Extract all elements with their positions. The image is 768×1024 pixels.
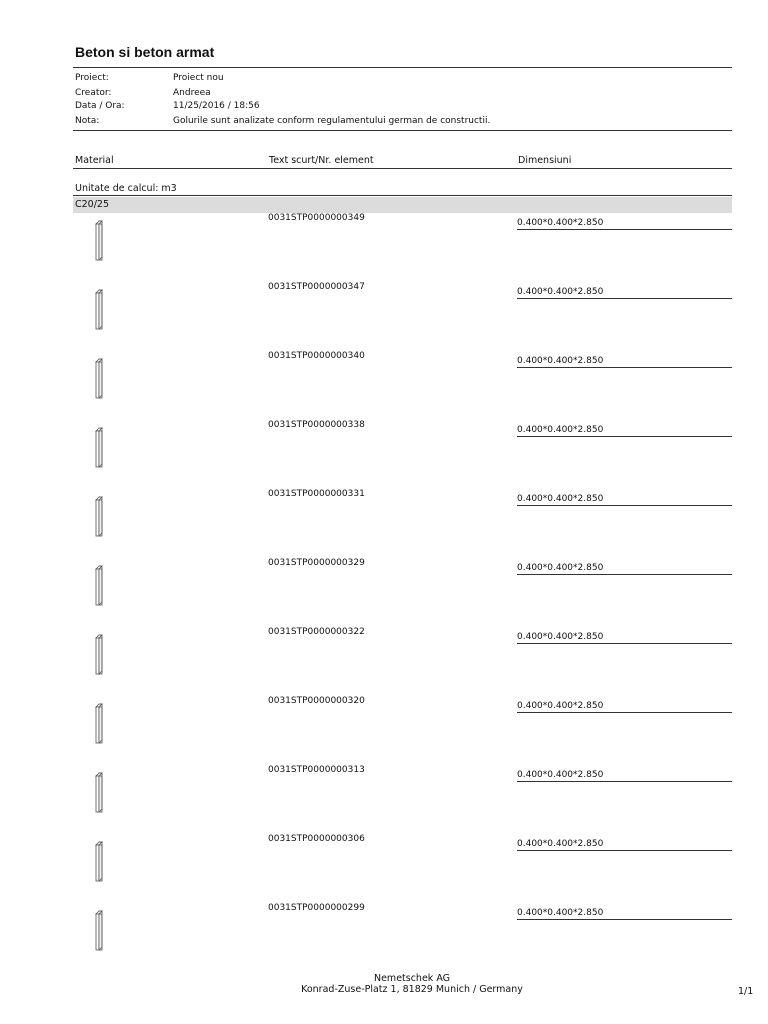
- column-header-text: Text scurt/Nr. element: [269, 155, 374, 166]
- material-group-header: [73, 197, 732, 213]
- element-row: [73, 833, 732, 902]
- element-dimensions: 0.400*0.400*2.850: [517, 632, 732, 644]
- column-element-icon: [93, 632, 117, 676]
- element-dimensions: 0.400*0.400*2.850: [517, 770, 732, 782]
- meta-key: Creator:: [75, 88, 112, 98]
- column-element-icon: [93, 494, 117, 538]
- element-row: [73, 419, 732, 488]
- meta-value: Andreea: [173, 88, 211, 98]
- column-element-icon: [93, 908, 117, 952]
- element-dimensions: 0.400*0.400*2.850: [517, 218, 732, 230]
- column-element-icon: [93, 563, 117, 607]
- header-divider: [73, 168, 732, 169]
- element-code: 0031STP0000000349: [268, 213, 365, 223]
- calculation-unit: Unitate de calcul: m3: [75, 183, 177, 194]
- element-dimensions: 0.400*0.400*2.850: [517, 839, 732, 851]
- element-row: [73, 281, 732, 350]
- column-element-icon: [93, 356, 117, 400]
- column-header-material: Material: [75, 155, 114, 166]
- meta-divider: [73, 130, 732, 131]
- element-code: 0031STP0000000329: [268, 558, 365, 568]
- report-title: Beton si beton armat: [75, 44, 215, 60]
- meta-value: Golurile sunt analizate conform regulamentului german de constructii.: [173, 116, 491, 126]
- element-row: [73, 212, 732, 281]
- element-code: 0031STP0000000347: [268, 282, 365, 292]
- element-row: [73, 902, 732, 971]
- element-dimensions: 0.400*0.400*2.850: [517, 701, 732, 713]
- element-code: 0031STP0000000306: [268, 834, 365, 844]
- element-code: 0031STP0000000340: [268, 351, 365, 361]
- footer-address: Konrad-Zuse-Platz 1, 81829 Munich / Germany: [301, 984, 523, 995]
- element-row: [73, 626, 732, 695]
- element-code: 0031STP0000000313: [268, 765, 365, 775]
- column-element-icon: [93, 701, 117, 745]
- element-dimensions: 0.400*0.400*2.850: [517, 908, 732, 920]
- footer: [0, 973, 768, 995]
- column-header-dimensions: Dimensiuni: [518, 155, 572, 166]
- element-code: 0031STP0000000320: [268, 696, 365, 706]
- meta-key: Proiect:: [75, 73, 109, 83]
- column-element-icon: [93, 839, 117, 883]
- element-code: 0031STP0000000338: [268, 420, 365, 430]
- element-row: [73, 557, 732, 626]
- element-row: [73, 695, 732, 764]
- column-element-icon: [93, 218, 117, 262]
- meta-key: Nota:: [75, 116, 100, 126]
- title-divider: [73, 67, 732, 68]
- element-code: 0031STP0000000331: [268, 489, 365, 499]
- element-dimensions: 0.400*0.400*2.850: [517, 494, 732, 506]
- element-row: [73, 488, 732, 557]
- column-element-icon: [93, 287, 117, 331]
- element-row: [73, 350, 732, 419]
- column-element-icon: [93, 770, 117, 814]
- element-row: [73, 764, 732, 833]
- element-dimensions: 0.400*0.400*2.850: [517, 563, 732, 575]
- element-dimensions: 0.400*0.400*2.850: [517, 356, 732, 368]
- footer-company: Nemetschek AG: [373, 973, 451, 984]
- meta-value: 11/25/2016 / 18:56: [173, 101, 260, 111]
- material-group-label: C20/25: [75, 199, 110, 210]
- column-element-icon: [93, 425, 117, 469]
- element-dimensions: 0.400*0.400*2.850: [517, 287, 732, 299]
- meta-value: Proiect nou: [173, 73, 224, 83]
- meta-key: Data / Ora:: [75, 101, 125, 111]
- element-code: 0031STP0000000322: [268, 627, 365, 637]
- element-code: 0031STP0000000299: [268, 903, 365, 913]
- element-dimensions: 0.400*0.400*2.850: [517, 425, 732, 437]
- page-number: 1/1: [738, 986, 754, 997]
- unit-divider: [73, 195, 732, 196]
